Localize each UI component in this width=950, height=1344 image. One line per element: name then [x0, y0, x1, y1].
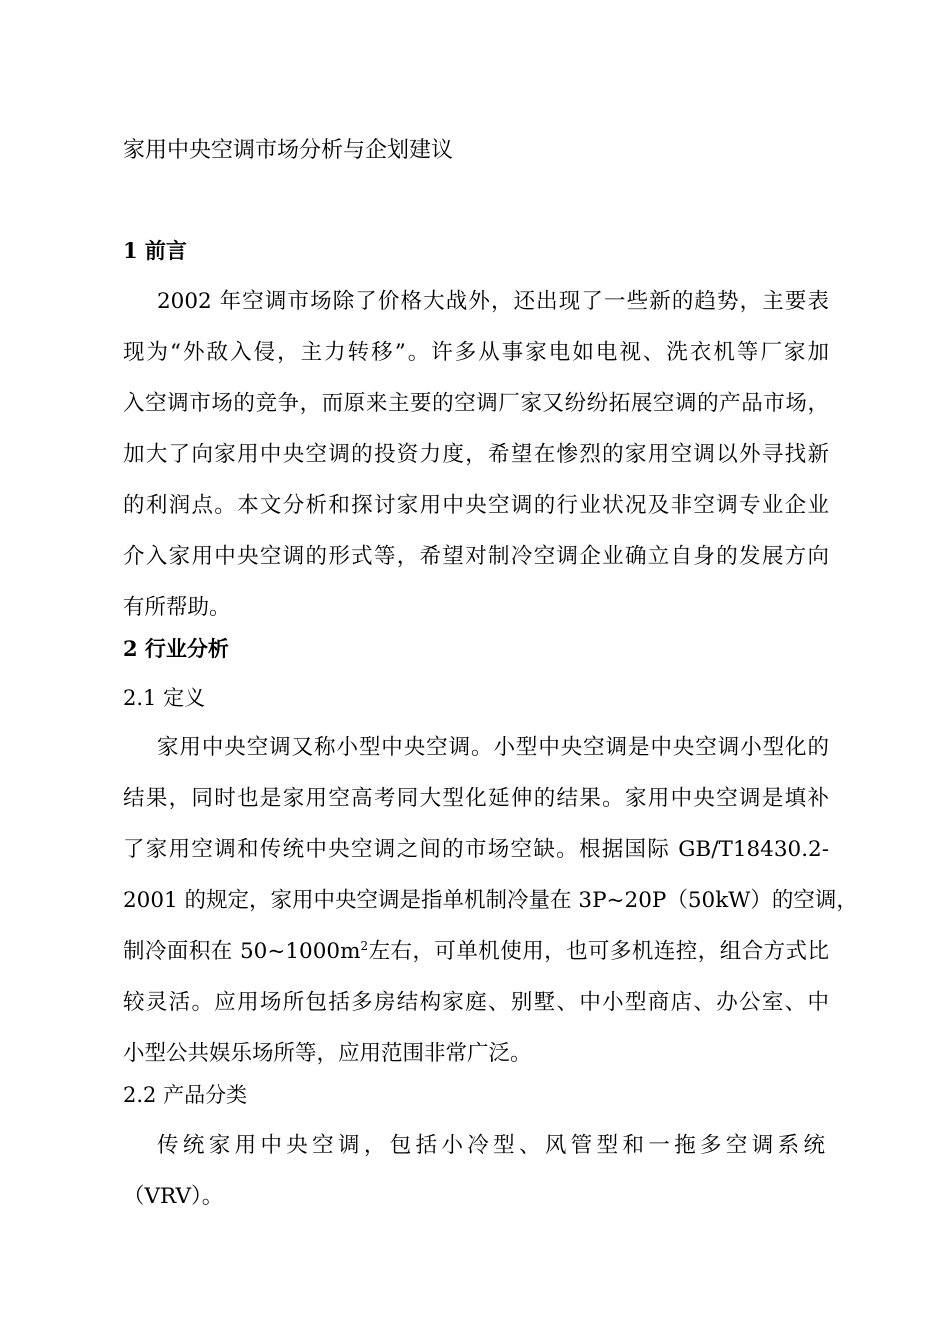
paragraph-line: 传统家用中央空调，包括小冷型、风管型和一拖多空调系统 [157, 1133, 829, 1158]
superscript: 2 [360, 938, 369, 953]
section-heading-industry-analysis: 2 行业分析 [123, 636, 229, 661]
paragraph-line: 2001 的规定，家用中央空调是指单机制冷量在 3P~20P（50kW）的空调， [123, 888, 858, 913]
preface-paragraph [123, 276, 829, 633]
paragraph-line: 2002 年空调市场除了价格大战外，还出现了一些新的趋势，主要表 [157, 289, 829, 314]
paragraph-line: 了家用空调和传统中央空调之间的市场空缺。根据国际 GB/T18430.2- [123, 837, 829, 862]
paragraph-line [123, 926, 829, 977]
line-segment: 左右，可单机使用，也可多机连控，组合方式比 [368, 939, 829, 964]
paragraph-line: 小型公共娱乐场所等，应用范围非常广泛。 [123, 1041, 532, 1066]
section-heading-preface: 1 前言 [123, 238, 187, 263]
paragraph-line: 现为“外敌入侵，主力转移”。许多从事家电如电视、洗衣机等厂家加 [123, 340, 829, 365]
subsection-heading-definition: 2.1 定义 [123, 686, 206, 710]
paragraph-line: 家用中央空调又称小型中央空调。小型中央空调是中央空调小型化的 [157, 735, 829, 760]
document-title: 家用中央空调市场分析与企划建议 [123, 138, 454, 163]
paragraph-line: （VRV）。 [123, 1184, 224, 1209]
definition-paragraph [123, 722, 858, 1079]
paragraph-line: 结果，同时也是家用空高考同大型化延伸的结果。家用中央空调是填补 [123, 786, 829, 811]
paragraph-line: 较灵活。应用场所包括多房结构家庭、别墅、中小型商店、办公室、中 [123, 990, 829, 1015]
paragraph-line: 加大了向家用中央空调的投资力度，希望在惨烈的家用空调以外寻找新 [123, 442, 829, 467]
paragraph-line: 的利润点。本文分析和探讨家用中央空调的行业状况及非空调专业企业 [123, 493, 829, 518]
line-segment: 制冷面积在 50~1000m [123, 939, 361, 964]
classification-paragraph [123, 1120, 829, 1222]
paragraph-line: 介入家用中央空调的形式等，希望对制冷空调企业确立自身的发展方向 [123, 544, 829, 569]
paragraph-line: 入空调市场的竞争，而原来主要的空调厂家又纷纷拓展空调的产品市场， [123, 391, 829, 416]
subsection-heading-product-classification: 2.2 产品分类 [123, 1083, 248, 1107]
paragraph-line: 有所帮助。 [123, 595, 231, 620]
